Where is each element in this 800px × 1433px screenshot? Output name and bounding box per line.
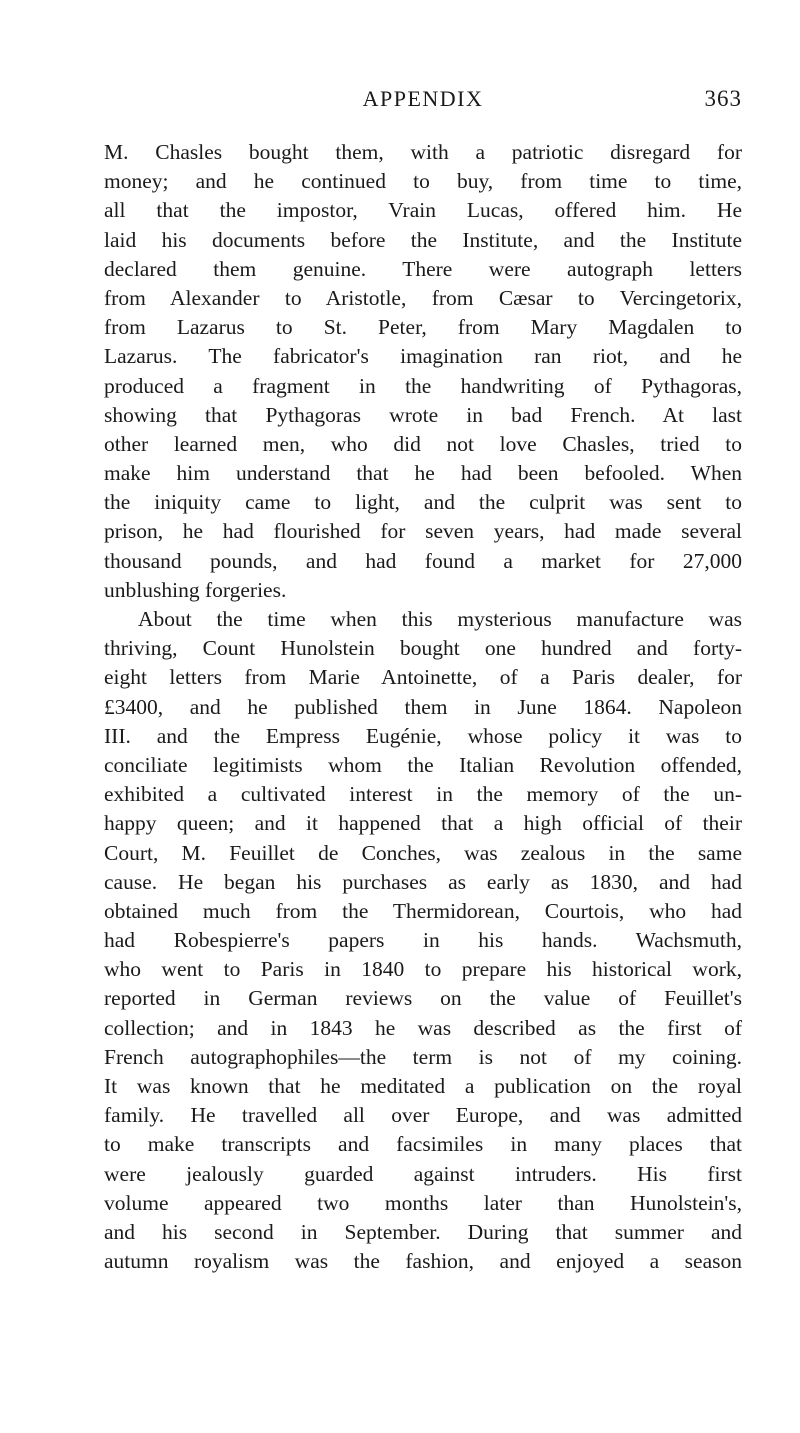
text-line: produced a fragment in the handwriting of Pythagoras, — [104, 373, 742, 398]
text-line: autumn royalism was the fashion, and enjoyed a season — [104, 1249, 742, 1274]
text-line: M. Chasles bought them, with a patriotic disregard for — [104, 140, 742, 164]
text-line: were jealously guarded against intruders. His first — [104, 1161, 742, 1186]
text-line: happy queen; and it happened that a high official of their — [104, 811, 742, 836]
text-line: French autographophiles—the term is not of my coining. — [104, 1044, 742, 1069]
text-line: and his second in September. During that summer and — [104, 1219, 742, 1244]
text-line: obtained much from the Thermidorean, Courtois, who had — [104, 898, 742, 923]
text-line: money; and he continued to buy, from time to time, — [104, 169, 742, 194]
text-line: make him understand that he had been befooled. When — [104, 461, 742, 486]
text-line: cause. He began his purchases as early as 1830, and had — [104, 869, 742, 894]
text-line: the iniquity came to light, and the culprit was sent to — [104, 490, 742, 515]
text-line: had Robespierre's papers in his hands. Wachsmuth, — [104, 928, 742, 953]
text-line: laid his documents before the Institute, and the Institute — [104, 227, 742, 252]
text-line: Court, M. Feuillet de Conches, was zealous in the same — [104, 840, 742, 865]
page-number: 363 — [704, 86, 742, 111]
text-line: other learned men, who did not love Chasles, tried to — [104, 431, 742, 456]
text-line: prison, he had flourished for seven years, had made several — [104, 519, 742, 544]
text-line: volume appeared two months later than Hunolstein's, — [104, 1190, 742, 1215]
text-line: family. He travelled all over Europe, and was admitted — [104, 1103, 742, 1128]
text-line: to make transcripts and facsimiles in many places that — [104, 1132, 742, 1157]
text-line: collection; and in 1843 he was described as the first of — [104, 1015, 742, 1040]
text-line: from Alexander to Aristotle, from Cæsar to Vercingetorix, — [104, 285, 742, 310]
text-line: £3400, and he published them in June 1864. Napoleon — [104, 694, 742, 719]
text-line: declared them genuine. There were autograph letters — [104, 256, 742, 281]
text-line: exhibited a cultivated interest in the memory of the un- — [104, 782, 742, 807]
text-line: reported in German reviews on the value of Feuillet's — [104, 986, 742, 1011]
text-line: thousand pounds, and had found a market for 27,000 — [104, 548, 742, 573]
text-line: eight letters from Marie Antoinette, of a Paris dealer, for — [104, 665, 742, 690]
paragraph-end-line: unblushing forgeries. — [104, 577, 287, 602]
text-line: showing that Pythagoras wrote in bad French. At last — [104, 402, 742, 427]
text-line: who went to Paris in 1840 to prepare his historical work, — [104, 957, 742, 982]
running-head — [104, 86, 742, 120]
text-line: It was known that he meditated a publication on the royal — [104, 1074, 742, 1098]
running-title: APPENDIX — [362, 86, 484, 111]
text-line: from Lazarus to St. Peter, from Mary Magdalen to — [104, 315, 742, 340]
body-text — [104, 138, 742, 1276]
text-line: conciliate legitimists whom the Italian Revolution offended, — [104, 752, 742, 777]
text-line: III. and the Empress Eugénie, whose policy it was to — [104, 723, 742, 748]
paragraph-start-line: About the time when this mysterious manufacture was — [138, 607, 742, 631]
text-line: Lazarus. The fabricator's imagination ran riot, and he — [104, 344, 742, 369]
text-line: all that the impostor, Vrain Lucas, offered him. He — [104, 198, 742, 223]
text-line: thriving, Count Hunolstein bought one hundred and forty- — [104, 636, 742, 661]
